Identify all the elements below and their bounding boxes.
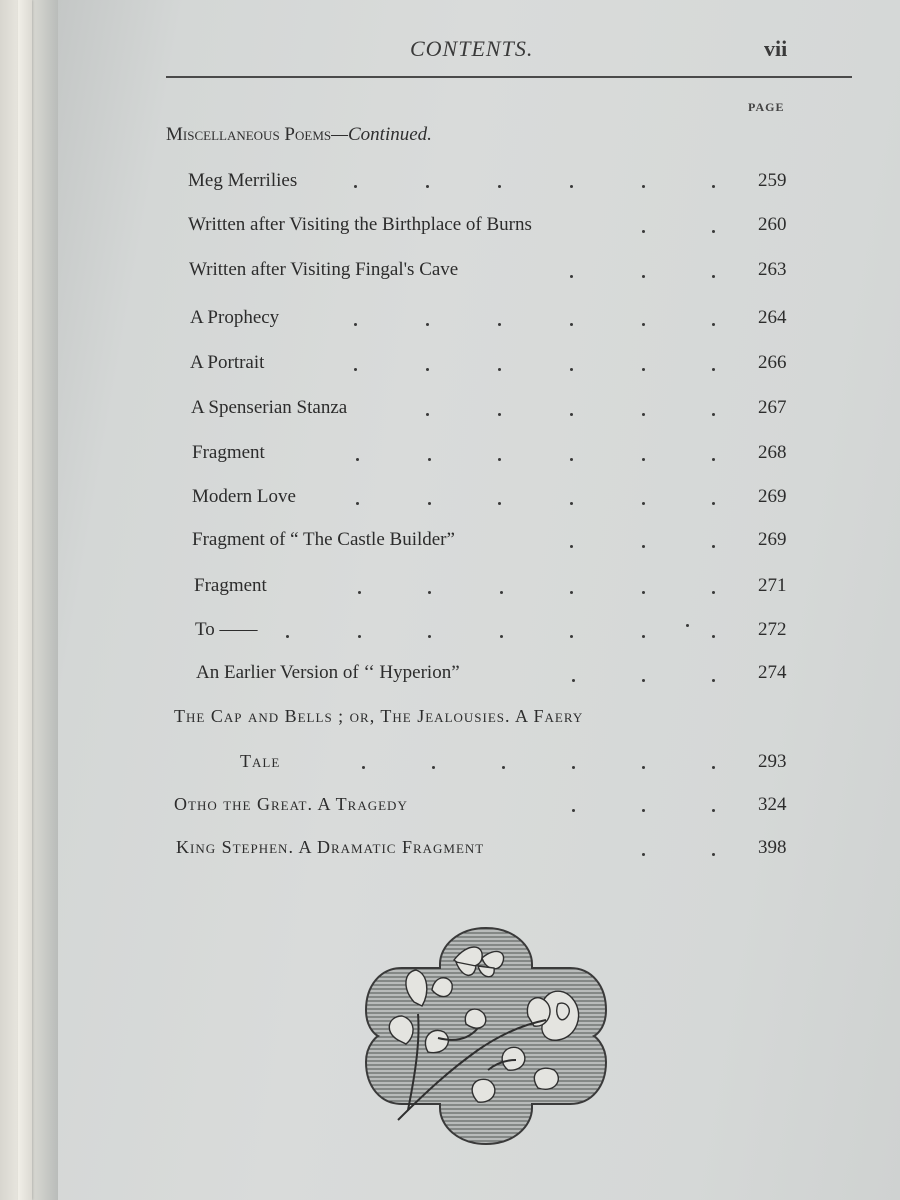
leader-dot — [354, 323, 357, 326]
leader-dot — [356, 458, 359, 461]
leader-dot — [712, 635, 715, 638]
toc-entry-title: Written after Visiting the Birthplace of Burns — [188, 214, 532, 235]
leader-dot — [570, 502, 573, 505]
toc-entry — [189, 259, 799, 287]
leader-dot — [712, 458, 715, 461]
leader-dot — [642, 230, 645, 233]
toc-entry — [191, 397, 801, 425]
toc-major-entry — [176, 837, 816, 865]
leader-dot — [570, 323, 573, 326]
toc-entry-page: 264 — [758, 307, 787, 328]
leader-dot — [426, 413, 429, 416]
leader-dot — [426, 368, 429, 371]
leader-dot — [570, 591, 573, 594]
leader-dot — [354, 368, 357, 371]
toc-entry-page: 293 — [758, 751, 787, 772]
toc-entry-page: 269 — [758, 486, 787, 507]
leader-dot — [642, 545, 645, 548]
toc-entry — [190, 352, 800, 380]
leader-dot — [712, 502, 715, 505]
leader-dot — [498, 413, 501, 416]
toc-entry-title: Fragment — [192, 442, 265, 463]
leader-dot — [642, 458, 645, 461]
leader-dot — [572, 766, 575, 769]
leader-dot — [712, 275, 715, 278]
toc-entry-title: To —— — [195, 619, 258, 640]
leader-dot — [570, 185, 573, 188]
leader-dot — [642, 853, 645, 856]
toc-entry — [190, 307, 800, 335]
leader-dot — [428, 635, 431, 638]
leader-dot — [712, 323, 715, 326]
running-header-title: CONTENTS. — [410, 36, 534, 61]
leader-dot — [712, 545, 715, 548]
toc-entry-title: Meg Merrilies — [188, 170, 298, 191]
leader-dot — [642, 635, 645, 638]
leader-dot — [432, 766, 435, 769]
toc-entry-title: A Spenserian Stanza — [191, 397, 348, 418]
leader-dot — [712, 766, 715, 769]
toc-entry-page: 259 — [758, 170, 787, 191]
toc-entry-title: Fragment — [194, 575, 267, 596]
toc-entry-page: 268 — [758, 442, 787, 463]
toc-entry-page: 263 — [758, 259, 787, 280]
toc-entry-page: 398 — [758, 837, 787, 858]
leader-dot — [570, 413, 573, 416]
leader-dot — [500, 591, 503, 594]
toc-entry-title: King Stephen. A Dramatic Fragment — [176, 837, 485, 857]
toc-entry-title: Written after Visiting Fingal's Cave — [189, 259, 459, 280]
leader-dot — [358, 635, 361, 638]
toc-entry — [195, 619, 805, 647]
toc-entry — [192, 529, 802, 557]
leader-dot — [570, 368, 573, 371]
leader-dot — [712, 413, 715, 416]
leader-dot — [642, 323, 645, 326]
leader-dot — [712, 809, 715, 812]
leader-dot — [712, 368, 715, 371]
toc-entry-title: An Earlier Version of ‘‘ Hyperion” — [196, 662, 460, 683]
page-column-label: PAGE — [748, 100, 785, 114]
leader-dot — [642, 413, 645, 416]
leader-dot — [426, 323, 429, 326]
toc-entry-title: The Cap and Bells ; or, The Jealousies. A Faery — [174, 706, 584, 726]
toc-entry — [194, 575, 804, 603]
leader-dot — [498, 368, 501, 371]
leader-dot — [428, 502, 431, 505]
leader-dot — [570, 545, 573, 548]
toc-entry — [192, 486, 802, 514]
section-heading-continued: —Continued. — [331, 124, 432, 145]
toc-entry — [192, 442, 802, 470]
toc-entry-title: A Portrait — [190, 352, 265, 373]
leader-dot — [426, 185, 429, 188]
toc-entry-page: 271 — [758, 575, 787, 596]
leader-dot — [498, 502, 501, 505]
toc-entry — [188, 170, 798, 198]
leader-dot — [498, 458, 501, 461]
toc-entry-page: 274 — [758, 662, 787, 683]
rose-and-butterfly-vignette-icon — [358, 920, 614, 1152]
leader-dot — [358, 591, 361, 594]
toc-entry-title: A Prophecy — [190, 307, 280, 328]
leader-dot — [570, 458, 573, 461]
toc-entry-page: 260 — [758, 214, 787, 235]
leader-dot — [642, 502, 645, 505]
leader-dot — [570, 635, 573, 638]
leader-dot — [712, 185, 715, 188]
toc-entry-title: Fragment of “ The Castle Builder” — [192, 529, 455, 550]
section-heading — [166, 124, 432, 146]
leader-dot — [498, 185, 501, 188]
leader-dot — [642, 679, 645, 682]
leader-dot — [428, 458, 431, 461]
leader-dot — [502, 766, 505, 769]
leader-dot — [356, 502, 359, 505]
leader-dot — [686, 624, 689, 627]
leader-dot — [712, 679, 715, 682]
leader-dot — [642, 809, 645, 812]
leader-dot — [642, 766, 645, 769]
toc-entry-title: Modern Love — [192, 486, 296, 507]
leader-dot — [642, 591, 645, 594]
toc-entry-page: 267 — [758, 397, 787, 418]
toc-entry-page: 324 — [758, 794, 787, 815]
toc-entry — [196, 662, 806, 690]
leader-dot — [642, 275, 645, 278]
toc-entry-page: 266 — [758, 352, 787, 373]
toc-entry-title: Tale — [240, 751, 281, 771]
leader-dot — [712, 853, 715, 856]
leader-dot — [286, 635, 289, 638]
toc-entry-page: 272 — [758, 619, 787, 640]
toc-entry-title: Otho the Great. A Tragedy — [174, 794, 408, 814]
toc-entry-page: 269 — [758, 529, 787, 550]
leader-dot — [498, 323, 501, 326]
leader-dot — [362, 766, 365, 769]
leader-dot — [570, 275, 573, 278]
toc-major-entry — [174, 706, 814, 734]
page-edge — [18, 0, 32, 1200]
section-heading-title: Miscellaneous Poems — [166, 124, 332, 145]
toc-major-entry-continuation — [240, 751, 800, 779]
toc-major-entry — [174, 794, 814, 822]
leader-dot — [642, 368, 645, 371]
leader-dot — [428, 591, 431, 594]
leader-dot — [712, 591, 715, 594]
leader-dot — [572, 809, 575, 812]
leader-dot — [572, 679, 575, 682]
page-number: vii — [764, 36, 788, 61]
toc-entry — [188, 214, 798, 242]
leader-dot — [642, 185, 645, 188]
leader-dot — [712, 230, 715, 233]
leader-dot — [500, 635, 503, 638]
header-rule — [166, 76, 852, 78]
book-page — [58, 0, 900, 1200]
leader-dot — [354, 185, 357, 188]
